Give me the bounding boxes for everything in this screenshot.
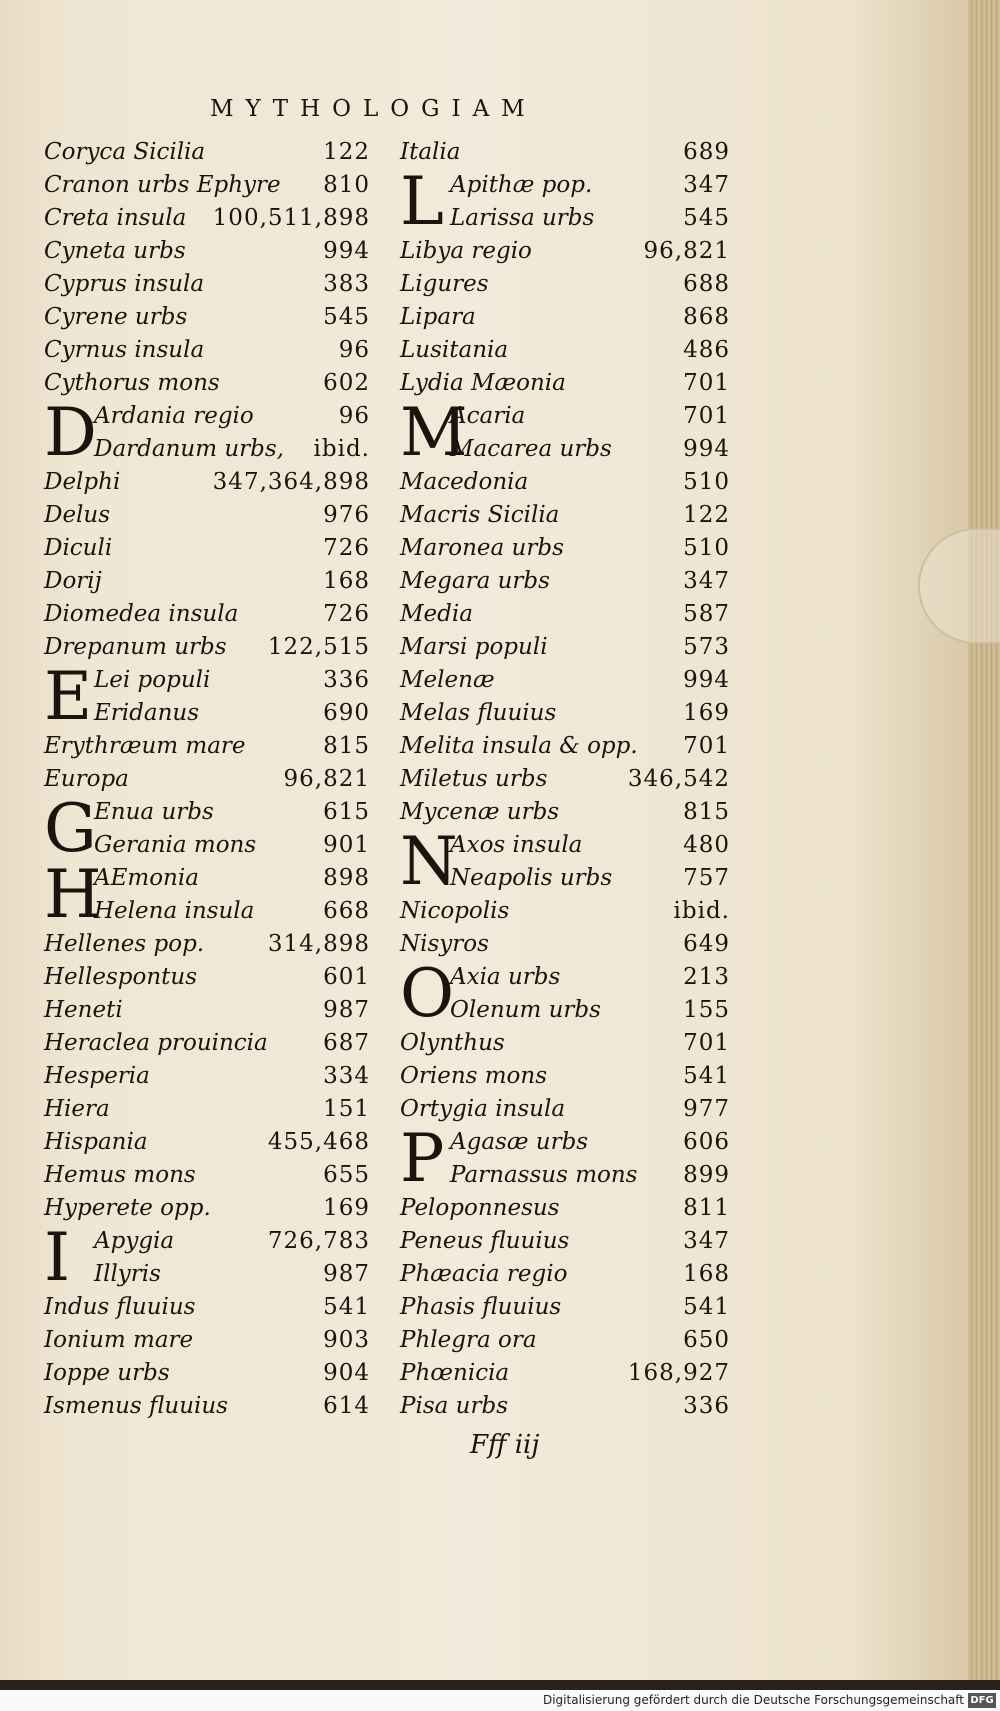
entry-page-ref: 151: [323, 1096, 370, 1122]
index-entry: [94, 1225, 370, 1258]
entry-name: Lei populi: [94, 667, 211, 693]
index-entry: [450, 862, 730, 895]
entry-name: Acaria: [450, 403, 526, 429]
entry-name: Dorij: [44, 568, 102, 594]
index-entry: [94, 697, 370, 730]
entry-name: Italia: [400, 139, 461, 165]
index-entry: [44, 136, 370, 169]
entry-name: Media: [400, 601, 473, 627]
index-entry: [94, 433, 370, 466]
entry-name: Hyperete opp.: [44, 1195, 211, 1221]
entry-name: Helena insula: [94, 898, 255, 924]
digitization-credit-bar: [0, 1690, 1000, 1711]
entry-name: Indus fluuius: [44, 1294, 196, 1320]
initial-group: [400, 823, 730, 900]
index-entry: [44, 235, 370, 268]
index-entry: [44, 1126, 370, 1159]
entry-name: Ligures: [400, 271, 489, 297]
entry-name: Hiera: [44, 1096, 110, 1122]
entry-name: Neapolis urbs: [450, 865, 613, 891]
entry-page-ref: 336: [683, 1393, 730, 1419]
index-entry: [44, 1291, 370, 1324]
entry-page-ref: 541: [683, 1063, 730, 1089]
drop-initial: I: [44, 1219, 71, 1296]
entry-name: Axos insula: [450, 832, 583, 858]
entry-page-ref: 688: [683, 271, 730, 297]
index-entry: [450, 433, 730, 466]
index-entry: [44, 268, 370, 301]
entry-page-ref: 96: [338, 337, 370, 363]
entry-page-ref: 649: [683, 931, 730, 957]
entry-name: Phlegra ora: [400, 1327, 537, 1353]
entry-page-ref: ibid.: [313, 436, 370, 462]
entry-page-ref: 994: [683, 667, 730, 693]
index-entry: [44, 961, 370, 994]
index-entry: [94, 664, 370, 697]
index-entry: [400, 235, 730, 268]
entry-page-ref: 510: [683, 535, 730, 561]
entry-name: Erythræum mare: [44, 733, 246, 759]
index-entry: [44, 202, 370, 235]
entry-page-ref: 655: [323, 1162, 370, 1188]
index-entry: [400, 697, 730, 730]
initial-group: [44, 790, 370, 867]
index-entry: [400, 532, 730, 565]
index-column-right: [400, 136, 730, 1423]
entry-page-ref: 615: [323, 799, 370, 825]
entry-name: Hispania: [44, 1129, 148, 1155]
initial-group: [400, 163, 730, 240]
entry-name: Libya regio: [400, 238, 532, 264]
entry-page-ref: 480: [683, 832, 730, 858]
initial-group: [44, 856, 370, 933]
entry-name: Heraclea prouincia: [44, 1030, 268, 1056]
index-entry: [400, 1258, 730, 1291]
index-entry: [400, 268, 730, 301]
index-entry: [44, 928, 370, 961]
initial-group: [44, 394, 370, 471]
entry-page-ref: 903: [323, 1327, 370, 1353]
running-head: MYTHOLOGIAM: [210, 96, 537, 122]
entry-name: Phasis fluuius: [400, 1294, 562, 1320]
entry-name: Cyrene urbs: [44, 304, 188, 330]
entry-name: Hellenes pop.: [44, 931, 205, 957]
entry-name: Hesperia: [44, 1063, 150, 1089]
index-entry: [400, 1324, 730, 1357]
entry-name: Coryca Sicilia: [44, 139, 206, 165]
entry-name: Lusitania: [400, 337, 509, 363]
entry-page-ref: 346,542: [627, 766, 730, 792]
entry-name: Ismenus fluuius: [44, 1393, 228, 1419]
entry-name: Phæacia regio: [400, 1261, 568, 1287]
index-entry: [400, 1291, 730, 1324]
entry-page-ref: 994: [683, 436, 730, 462]
entry-name: Maronea urbs: [400, 535, 564, 561]
entry-page-ref: 687: [323, 1030, 370, 1056]
index-entry: [450, 1159, 730, 1192]
index-entry: [400, 1027, 730, 1060]
entry-name: Delphi: [44, 469, 121, 495]
index-entry: [400, 1225, 730, 1258]
index-entry: [44, 1027, 370, 1060]
entry-name: Macedonia: [400, 469, 529, 495]
entry-page-ref: 987: [323, 1261, 370, 1287]
index-entry: [94, 1258, 370, 1291]
entry-name: AEmonia: [94, 865, 199, 891]
index-entry: [44, 466, 370, 499]
entry-name: Drepanum urbs: [44, 634, 227, 660]
entry-name: Dardanum urbs,: [94, 436, 284, 462]
signature-mark: Fff iij: [470, 1430, 540, 1460]
drop-initial: G: [44, 790, 97, 867]
entry-page-ref: 701: [683, 733, 730, 759]
entry-page-ref: 168,927: [627, 1360, 730, 1386]
entry-name: Apithæ pop.: [450, 172, 593, 198]
index-entry: [44, 1324, 370, 1357]
entry-page-ref: 347,364,898: [212, 469, 370, 495]
entry-name: Mycenæ urbs: [400, 799, 560, 825]
entry-page-ref: 614: [323, 1393, 370, 1419]
entry-page-ref: 541: [683, 1294, 730, 1320]
entry-name: Olynthus: [400, 1030, 505, 1056]
entry-name: Cranon urbs Ephyre: [44, 172, 281, 198]
entry-page-ref: 898: [323, 865, 370, 891]
entry-page-ref: 701: [683, 370, 730, 396]
entry-page-ref: 573: [683, 634, 730, 660]
index-entry: [400, 895, 730, 928]
entry-page-ref: 904: [323, 1360, 370, 1386]
index-entry: [400, 1093, 730, 1126]
entry-page-ref: 587: [683, 601, 730, 627]
index-entry: [94, 400, 370, 433]
entry-page-ref: 994: [323, 238, 370, 264]
index-entry: [400, 466, 730, 499]
entry-name: Ardania regio: [94, 403, 254, 429]
index-entry: [450, 829, 730, 862]
entry-name: Melita insula & opp.: [400, 733, 638, 759]
entry-page-ref: 726: [323, 601, 370, 627]
entry-page-ref: 701: [683, 403, 730, 429]
entry-name: Illyris: [94, 1261, 161, 1287]
entry-name: Pisa urbs: [400, 1393, 508, 1419]
entry-name: Larissa urbs: [450, 205, 595, 231]
entry-name: Oriens mons: [400, 1063, 548, 1089]
entry-name: Heneti: [44, 997, 123, 1023]
index-entry: [44, 565, 370, 598]
drop-initial: L: [400, 163, 444, 240]
entry-page-ref: 541: [323, 1294, 370, 1320]
entry-page-ref: 169: [683, 700, 730, 726]
entry-page-ref: 899: [683, 1162, 730, 1188]
entry-name: Miletus urbs: [400, 766, 548, 792]
entry-name: Europa: [44, 766, 129, 792]
drop-initial: P: [400, 1120, 445, 1197]
entry-name: Macris Sicilia: [400, 502, 560, 528]
entry-page-ref: 689: [683, 139, 730, 165]
entry-name: Hemus mons: [44, 1162, 196, 1188]
entry-page-ref: 347: [683, 568, 730, 594]
index-entry: [44, 169, 370, 202]
entry-page-ref: 701: [683, 1030, 730, 1056]
initial-group: [44, 658, 370, 735]
entry-page-ref: 486: [683, 337, 730, 363]
index-entry: [44, 631, 370, 664]
index-entry: [400, 664, 730, 697]
entry-name: Lipara: [400, 304, 476, 330]
entry-page-ref: 122: [683, 502, 730, 528]
entry-page-ref: 757: [683, 865, 730, 891]
drop-initial: D: [44, 394, 97, 471]
index-entry: [44, 1060, 370, 1093]
entry-name: Delus: [44, 502, 111, 528]
entry-page-ref: 815: [683, 799, 730, 825]
index-column-left: [44, 136, 370, 1423]
page-edges: [968, 0, 1000, 1680]
initial-group: [44, 1219, 370, 1296]
index-entry: [400, 1192, 730, 1225]
index-entry: [400, 301, 730, 334]
entry-page-ref: 650: [683, 1327, 730, 1353]
index-entry: [450, 169, 730, 202]
entry-name: Enua urbs: [94, 799, 214, 825]
index-entry: [44, 1192, 370, 1225]
entry-name: Megara urbs: [400, 568, 550, 594]
entry-page-ref: 314,898: [267, 931, 370, 957]
entry-page-ref: 868: [683, 304, 730, 330]
index-entry: [94, 895, 370, 928]
credit-text: Digitalisierung gefördert durch die Deutsche Forschungsgemeinschaft: [542, 1693, 964, 1707]
index-entry: [44, 1390, 370, 1423]
drop-initial: H: [44, 856, 102, 933]
entry-name: Melenæ: [400, 667, 495, 693]
index-entry: [44, 1159, 370, 1192]
entry-name: Ionium mare: [44, 1327, 194, 1353]
entry-name: Creta insula: [44, 205, 187, 231]
entry-page-ref: 810: [323, 172, 370, 198]
entry-name: Nisyros: [400, 931, 489, 957]
index-entry: [44, 1093, 370, 1126]
entry-page-ref: 601: [323, 964, 370, 990]
index-entry: [44, 499, 370, 532]
index-entry: [94, 862, 370, 895]
entry-name: Eridanus: [94, 700, 200, 726]
index-entry: [400, 730, 730, 763]
entry-name: Ortygia insula: [400, 1096, 566, 1122]
entry-page-ref: 726,783: [267, 1228, 370, 1254]
index-entry: [400, 1060, 730, 1093]
drop-initial: E: [44, 658, 93, 735]
entry-page-ref: 815: [323, 733, 370, 759]
drop-initial: O: [400, 955, 455, 1032]
entry-name: Diomedea insula: [44, 601, 239, 627]
entry-page-ref: 545: [323, 304, 370, 330]
entry-name: Lydia Mæonia: [400, 370, 566, 396]
entry-page-ref: 987: [323, 997, 370, 1023]
entry-name: Parnassus mons: [450, 1162, 638, 1188]
entry-name: Nicopolis: [400, 898, 510, 924]
entry-page-ref: 510: [683, 469, 730, 495]
entry-page-ref: 976: [323, 502, 370, 528]
entry-page-ref: 901: [323, 832, 370, 858]
initial-group: [400, 1120, 730, 1197]
entry-page-ref: 122: [323, 139, 370, 165]
index-entry: [44, 301, 370, 334]
drop-initial: M: [400, 394, 468, 471]
entry-page-ref: 168: [323, 568, 370, 594]
entry-page-ref: ibid.: [673, 898, 730, 924]
index-entry: [94, 796, 370, 829]
entry-name: Gerania mons: [94, 832, 257, 858]
index-entry: [450, 994, 730, 1027]
index-entry: [44, 334, 370, 367]
index-entry: [450, 1126, 730, 1159]
index-entry: [44, 532, 370, 565]
entry-page-ref: 96,821: [283, 766, 370, 792]
entry-name: Phœnicia: [400, 1360, 510, 1386]
entry-name: Cyprus insula: [44, 271, 205, 297]
entry-page-ref: 726: [323, 535, 370, 561]
dfg-logo: DFG: [968, 1693, 996, 1708]
index-entry: [44, 598, 370, 631]
entry-name: Apygia: [94, 1228, 175, 1254]
entry-name: Cyneta urbs: [44, 238, 186, 264]
entry-name: Hellespontus: [44, 964, 198, 990]
entry-name: Peloponnesus: [400, 1195, 560, 1221]
entry-name: Olenum urbs: [450, 997, 601, 1023]
index-entry: [44, 1357, 370, 1390]
entry-name: Diculi: [44, 535, 113, 561]
index-entry: [94, 829, 370, 862]
entry-page-ref: 168: [683, 1261, 730, 1287]
initial-group: [400, 394, 730, 471]
entry-page-ref: 545: [683, 205, 730, 231]
entry-page-ref: 96,821: [643, 238, 730, 264]
entry-page-ref: 383: [323, 271, 370, 297]
entry-page-ref: 455,468: [267, 1129, 370, 1155]
entry-name: Macarea urbs: [450, 436, 612, 462]
entry-page-ref: 347: [683, 172, 730, 198]
entry-name: Agasæ urbs: [450, 1129, 589, 1155]
index-entry: [400, 499, 730, 532]
entry-name: Peneus fluuius: [400, 1228, 570, 1254]
entry-page-ref: 336: [323, 667, 370, 693]
entry-page-ref: 977: [683, 1096, 730, 1122]
drop-initial: N: [400, 823, 458, 900]
entry-page-ref: 347: [683, 1228, 730, 1254]
index-entry: [400, 334, 730, 367]
entry-page-ref: 606: [683, 1129, 730, 1155]
index-entry: [450, 400, 730, 433]
index-entry: [400, 598, 730, 631]
index-entry: [400, 763, 730, 796]
index-entry: [44, 730, 370, 763]
index-entry: [450, 202, 730, 235]
index-entry: [400, 1390, 730, 1423]
entry-name: Cythorus mons: [44, 370, 220, 396]
index-entry: [400, 631, 730, 664]
entry-page-ref: 122,515: [267, 634, 370, 660]
index-entry: [400, 565, 730, 598]
entry-name: Melas fluuius: [400, 700, 557, 726]
entry-name: Ioppe urbs: [44, 1360, 170, 1386]
index-entry: [450, 961, 730, 994]
index-entry: [400, 1357, 730, 1390]
entry-page-ref: 811: [683, 1195, 730, 1221]
entry-page-ref: 668: [323, 898, 370, 924]
entry-page-ref: 213: [683, 964, 730, 990]
entry-page-ref: 334: [323, 1063, 370, 1089]
entry-page-ref: 169: [323, 1195, 370, 1221]
entry-name: Marsi populi: [400, 634, 548, 660]
entry-name: Cyrnus insula: [44, 337, 205, 363]
entry-page-ref: 690: [323, 700, 370, 726]
initial-group: [400, 955, 730, 1032]
entry-name: Axia urbs: [450, 964, 561, 990]
entry-page-ref: 100,511,898: [212, 205, 370, 231]
entry-page-ref: 155: [683, 997, 730, 1023]
index-entry: [400, 136, 730, 169]
entry-page-ref: 96: [338, 403, 370, 429]
entry-page-ref: 602: [323, 370, 370, 396]
index-entry: [44, 994, 370, 1027]
